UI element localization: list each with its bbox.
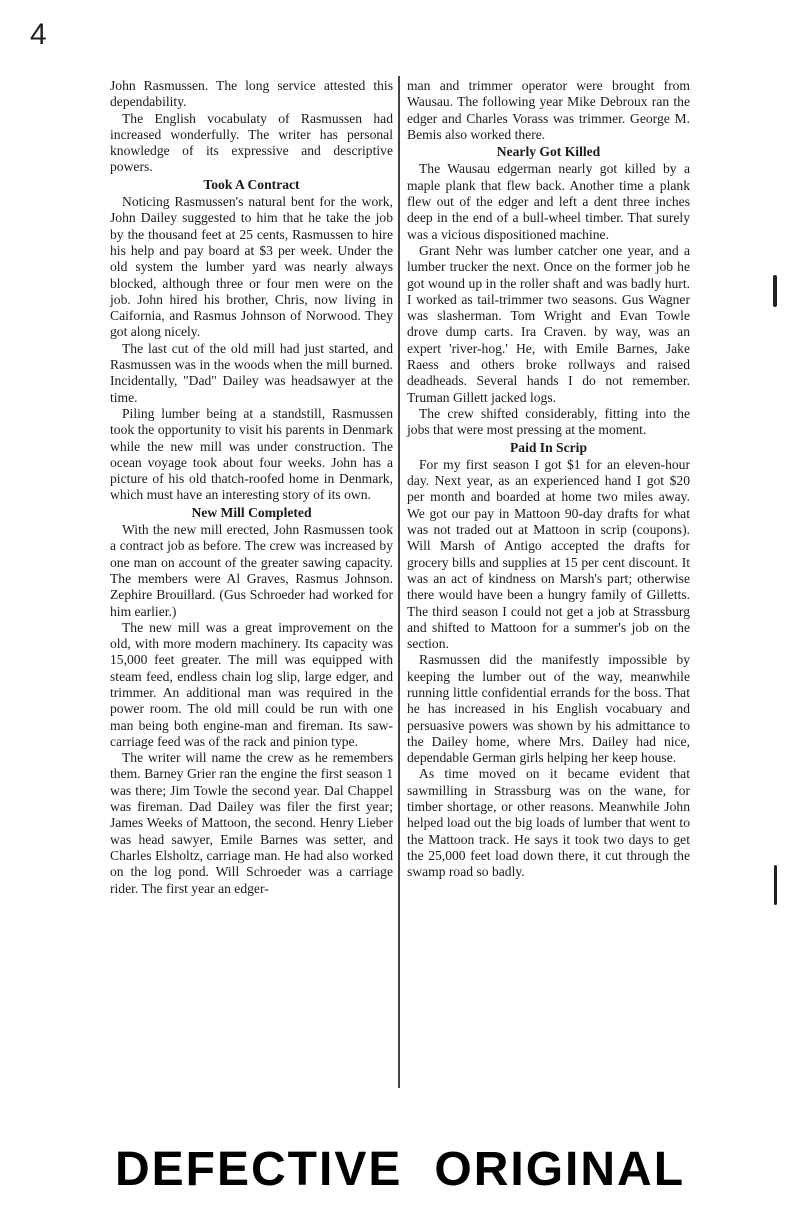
paragraph: The crew shifted considerably, fitting into the jobs that were most pressing at the moment.: [407, 405, 690, 438]
paragraph: Grant Nehr was lumber catcher one year, and a lumber trucker the next. Once on the former job he got wound up in the roller shaft and was badly hurt. I worked as tail-trimmer two seasons. Gus Wagner was slasherman. Tom Wright and Evan Towle drove dump carts. Ira Craven. by way, was an expert 'river-hog.' He, with Emile Barnes, Jake Raess and others broke rollways and raised deadheads. Several hands I do not remember. Truman Gillett jacked logs.: [407, 242, 690, 405]
paragraph: The writer will name the crew as he remembers them. Barney Grier ran the engine the first season 1 was there; Jim Towle the second year. Dal Chappel was fireman. Dad Dailey was filer the first year; James Weeks of Mattoon, the second. Henry Lieber was head sawyer, Emile Barnes was setter, and Charles Elsholtz, carriage man. He had also worked on the log pond. Will Schroeder was a carriage rider. The first year an edger-: [110, 750, 393, 896]
paragraph: Noticing Rasmussen's natural bent for the work, John Dailey suggested to him that he take the job by the thousand feet at 25 cents, Rasmussen to hire his help and pay board at $3 per week. Under the old system the lumber yard was nearly always blocked, although three or four men were on the job. John hired his brother, Chris, now living in Caifornia, and Rasmus Johnson of Norwood. They got along nicely.: [110, 194, 393, 340]
paragraph: The last cut of the old mill had just started, and Rasmussen was in the woods when the mill burned. Incidentally, "Dad" Dailey was headsawyer at the time.: [110, 340, 393, 405]
stamp-word: DEFECTIVE: [114, 1143, 403, 1196]
paragraph: As time moved on it became evident that sawmilling in Strassburg was on the wane, for timber shortage, or other reasons. Meanwhile John helped load out the big loads of lumber that went to the Mattoon track. He says it took two days to get the 25,000 feet load down there, it cut through the swamp road so badly.: [407, 766, 690, 880]
scan-mark: [774, 865, 777, 905]
paragraph: Piling lumber being at a standstill, Rasmussen took the opportunity to visit his parents in Denmark while the new mill was under construction. The ocean voyage took about four weeks. John has a picture of his old thatch-roofed home in Denmark, which must have an interesting story of its own.: [110, 405, 393, 503]
paragraph: The Wausau edgerman nearly got killed by a maple plank that flew back. Another time a plank flew out of the edger and left a dent three inches deep in the end of a bull-wheel timber. That surely was a vicious dispositioned machine.: [407, 161, 690, 242]
left-column: [110, 78, 393, 897]
paragraph: The English vocabulaty of Rasmussen had increased wonderfully. The writer has personal knowledge of its expressive and descriptive powers.: [110, 110, 393, 175]
paragraph: man and trimmer operator were brought from Wausau. The following year Mike Debroux ran the edger and Charles Vorass was trimmer. George M. Bemis also worked there.: [407, 78, 690, 142]
scan-mark: [773, 275, 777, 307]
paragraph: John Rasmussen. The long service attested this dependability.: [110, 78, 393, 110]
paragraph: For my first season I got $1 for an eleven-hour day. Next year, as an experienced hand I got $20 per month and boarded at home two miles away. We got our pay in Mattoon 90-day drafts for what was not traded out at Mattoon in scrip (coupons). Will Marsh of Antigo accepted the drafts for grocery bills and supplies at 15 per cent discount. It was an act of kindness on Marsh's part; otherwise there would have been a hungry family of Gilletts. The third season I could not get a job at Strassburg and shifted to Mattoon for a summer's job on the section.: [407, 456, 690, 652]
paragraph: Rasmussen did the manifestly impossible by keeping the lumber out of the way, meanwhile running little confidential errands for the boss. That he has increased in his English vocabuary and persuasive powers was shown by his admittance to the Dailey home, where Mrs. Dailey had nice, dependable German girls helping her keep house.: [407, 652, 690, 766]
section-heading: Paid In Scrip: [509, 439, 588, 455]
section-heading: New Mill Completed: [191, 504, 312, 520]
section-heading: Nearly Got Killed: [496, 144, 601, 160]
stamp-word: ORIGINAL: [434, 1143, 686, 1196]
paragraph: The new mill was a great improvement on the old, with more modern machinery. Its capacity was 15,000 feet greater. The mill was equipped with steam feed, endless chain log slip, large edger, and trimmer. An additional man was required in the power room. The old mill could be run with one man being both engine-man and fireman. Its saw-carriage feed was of the rack and pinion type.: [110, 619, 393, 749]
page-number: 4: [30, 18, 47, 51]
column-divider: [398, 76, 400, 1088]
paragraph: With the new mill erected, John Rasmussen took a contract job as before. The crew was increased by one man on account of the greater sawing capacity. The members were Al Graves, Rasmus Johnson. Zephire Brouillard. (Gus Schroeder had worked for him earlier.): [110, 522, 393, 619]
section-heading: Took A Contract: [203, 176, 300, 192]
right-column: [407, 78, 690, 881]
defective-original-stamp: [0, 1142, 800, 1197]
